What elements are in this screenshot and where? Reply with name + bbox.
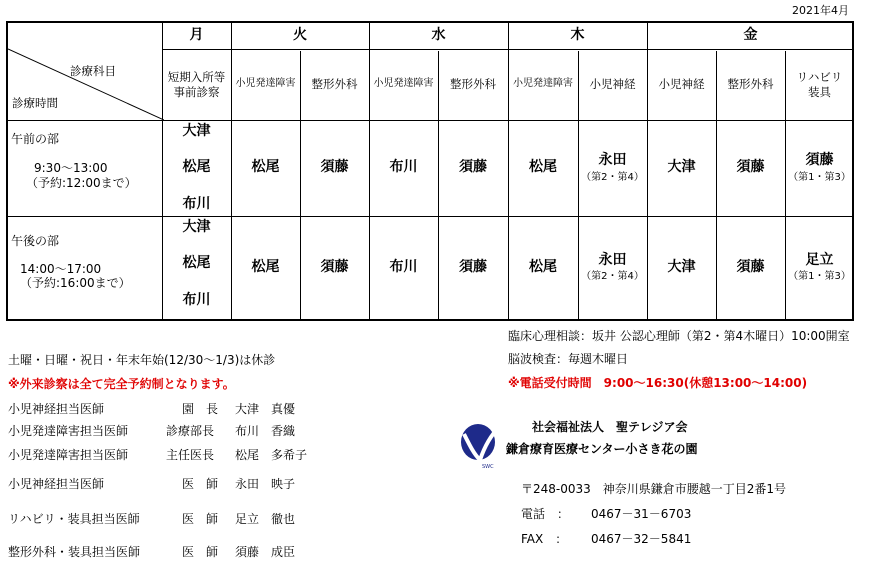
doctor-name: 布川 (182, 195, 211, 212)
staff-name: 足立 徹也 (235, 512, 296, 526)
eeg-info: 脳波検査：毎週木曜日 (508, 352, 629, 366)
staff-title: 主任医長 (166, 448, 215, 462)
org-logo-icon (458, 420, 502, 470)
reservation-notice: ※外来診察は全て完全予約制となります。 (8, 377, 235, 391)
doctor-cell: 須藤 (459, 159, 487, 176)
doctor-note: （第1・第3） (788, 171, 851, 183)
phone-label: 電話 ： (521, 507, 570, 521)
day-monday: 月 (189, 27, 204, 44)
doctor-cell: 大津 (667, 258, 696, 275)
doctor-cell: 大津 (667, 159, 696, 176)
doctor-name: 松尾 (182, 255, 211, 272)
staff-row (8, 475, 308, 491)
doctor-cell: 布川 (389, 159, 418, 176)
subject-header: 整形外科 (450, 77, 496, 92)
doctor-name: 須藤 (805, 152, 834, 168)
subject-header: 整形外科 (311, 77, 358, 92)
staff-role: 小児神経担当医師 (8, 477, 105, 491)
staff-name: 須藤 成臣 (235, 545, 296, 559)
doctor-cell (578, 120, 647, 216)
doctor-name: 大津 (182, 123, 211, 139)
doctor-cell (578, 216, 647, 319)
org-center-name: 鎌倉療育医療センター小さき花の園 (506, 442, 698, 456)
staff-title: 園 長 (182, 402, 219, 416)
org-phone (521, 505, 781, 521)
afternoon-label: 午後の部 (11, 234, 60, 248)
subject-header: リハビリ 装具 (796, 70, 843, 99)
fax-number: 0467－32－5841 (591, 532, 692, 546)
doctor-cell: 布川 (389, 258, 418, 275)
staff-row (8, 543, 308, 559)
fax-label: FAX ： (521, 532, 568, 546)
doctor-name: 布川 (182, 291, 211, 308)
doctor-cell: 須藤 (736, 159, 765, 176)
phone-number: 0467－31－6703 (591, 507, 692, 521)
corner-subject-label: 診療科目 (70, 64, 116, 78)
staff-row (8, 510, 308, 526)
doctor-cell: 松尾 (529, 159, 557, 176)
staff-row (8, 422, 308, 438)
doctor-cell (785, 120, 854, 216)
monday-morning-doctors (162, 123, 231, 213)
subject-header: 小児神経 (658, 77, 705, 92)
doctor-name: 大津 (182, 219, 211, 235)
subject-header: 小児神経 (589, 77, 636, 92)
doctor-note: （第1・第3） (788, 271, 851, 282)
logo-text: SWC (482, 464, 494, 470)
subject-header: 小児発達障害 (235, 78, 296, 90)
doctor-cell: 松尾 (251, 159, 280, 176)
org-fax (521, 530, 781, 546)
org-corporation: 社会福祉法人 聖テレジア会 (532, 420, 688, 434)
psych-consult-info: 臨床心理相談：坂井 公認心理師（第2・第4木曜日）10:00開室 (508, 329, 850, 343)
issue-date: 2021年4月 (792, 4, 849, 17)
schedule-table (6, 21, 854, 321)
doctor-name: 永田 (598, 152, 627, 168)
staff-role: 小児発達障害担当医師 (8, 424, 129, 438)
staff-name: 松尾 多希子 (235, 448, 308, 462)
morning-label: 午前の部 (11, 132, 60, 146)
staff-title: 医 師 (182, 512, 219, 526)
corner-time-label: 診療時間 (12, 96, 58, 110)
phone-hours: ※電話受付時間 9:00～16:30(休憩13:00～14:00) (508, 376, 808, 390)
subject-header: 短期入所等 事前診察 (167, 70, 226, 99)
staff-name: 永田 映子 (235, 477, 296, 491)
morning-reserve: （予約:12:00まで） (26, 176, 137, 190)
staff-role: 整形外科・装具担当医師 (8, 545, 141, 559)
day-wednesday: 水 (431, 27, 446, 44)
doctor-cell: 須藤 (320, 159, 349, 176)
subject-header: 小児発達障害 (373, 78, 434, 90)
afternoon-time: 14:00～17:00 (20, 262, 102, 276)
doctor-name: 永田 (598, 251, 627, 268)
staff-name: 布川 香織 (235, 424, 296, 438)
staff-title: 医 師 (182, 545, 219, 559)
doctor-cell: 須藤 (459, 258, 487, 275)
doctor-cell: 須藤 (736, 258, 765, 275)
subject-header: 小児発達障害 (513, 78, 573, 90)
day-thursday: 木 (570, 27, 585, 44)
doctor-cell: 須藤 (320, 258, 349, 275)
doctor-cell: 松尾 (251, 258, 280, 275)
closed-days: 土曜・日曜・祝日・年末年始(12/30～1/3)は休診 (8, 353, 276, 367)
afternoon-reserve: （予約:16:00まで） (20, 276, 131, 290)
day-friday: 金 (743, 27, 758, 44)
staff-title: 医 師 (182, 477, 219, 491)
doctor-name: 松尾 (182, 159, 211, 176)
monday-afternoon-doctors (162, 219, 231, 309)
doctor-note: （第2・第4） (581, 171, 644, 183)
staff-role: 小児神経担当医師 (8, 402, 105, 416)
staff-row (8, 400, 308, 416)
staff-role: 小児発達障害担当医師 (8, 448, 129, 462)
staff-title: 診療部長 (166, 424, 215, 438)
doctor-cell (785, 216, 854, 319)
doctor-name: 足立 (805, 251, 834, 268)
morning-time: 9:30～13:00 (34, 161, 108, 175)
doctor-note: （第2・第4） (581, 271, 644, 282)
doctor-cell: 松尾 (529, 258, 557, 275)
subject-header: 整形外科 (727, 77, 774, 92)
org-address: 〒248-0033 神奈川県鎌倉市腰越一丁目2番1号 (521, 482, 787, 496)
staff-role: リハビリ・装具担当医師 (8, 512, 140, 526)
day-tuesday: 火 (293, 27, 307, 44)
staff-name: 大津 真優 (235, 402, 296, 416)
staff-row (8, 446, 308, 462)
